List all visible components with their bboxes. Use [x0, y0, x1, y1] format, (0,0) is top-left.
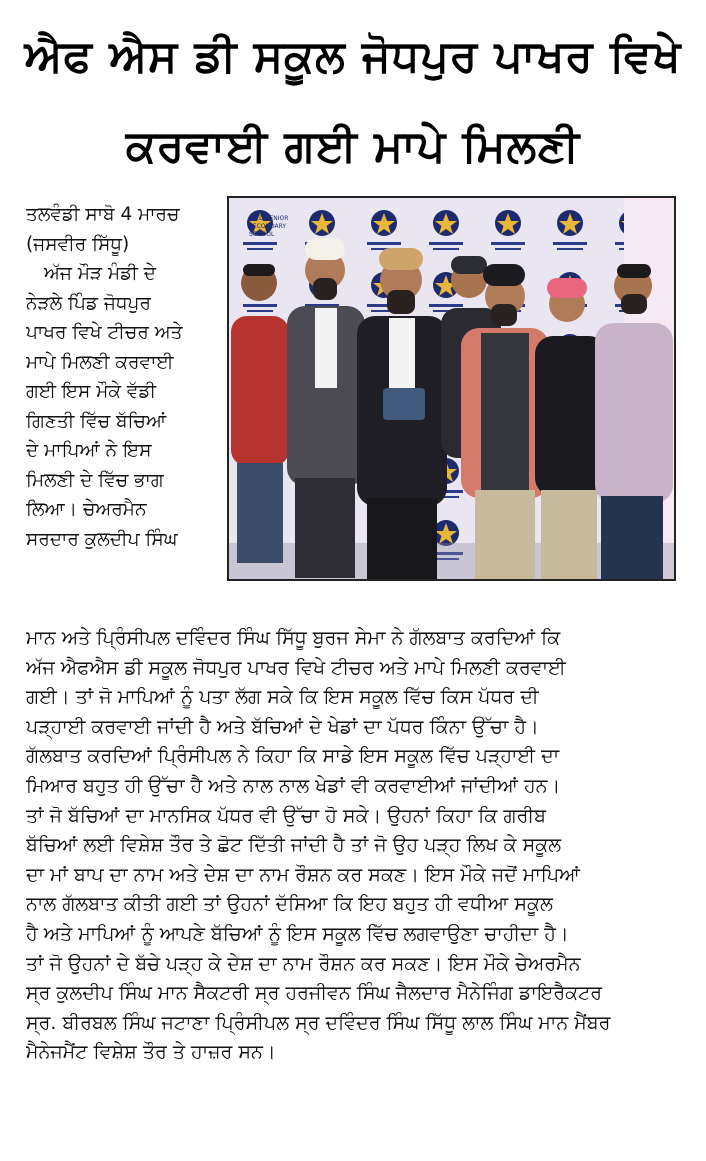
side-line: ਪਾਖਰ ਵਿਖੇ ਟੀਚਰ ਅਤੇ: [26, 322, 183, 343]
body-line: ਮਾਨ ਅਤੇ ਪ੍ਰਿੰਸੀਪਲ ਦਵਿੰਦਰ ਸਿੰਘ ਸਿੱਧੂ ਬੁਰਜ ਸੇਮਾ ਨੇ ਗੱਲਬਾਤ ਕਰਦਿਆਂ ਕਿ: [26, 627, 561, 649]
article-body: [26, 624, 686, 1068]
dateline: ਤਲਵੰਡੀ ਸਾਬੋ 4 ਮਾਰਚ: [26, 204, 180, 225]
side-column: [26, 200, 222, 554]
side-line: ਗਈ ਇਸ ਮੌਕੇ ਵੱਡੀ: [26, 381, 157, 402]
side-line: ਦੇ ਮਾਪਿਆਂ ਨੇ ਇਸ: [26, 440, 152, 461]
banner-text-3: SCHOOL: [249, 231, 275, 238]
body-line: ਤਾਂ ਜੋ ਬੱਚਿਆਂ ਦਾ ਮਾਨਸਿਕ ਪੱਧਰ ਵੀ ਉੱਚਾ ਹੋ ਸਕੇ। ਉਹਨਾਂ ਕਿਹਾ ਕਿ ਗਰੀਬ: [26, 804, 546, 827]
side-line: ਸਰਦਾਰ ਕੁਲਦੀਪ ਸਿੰਘ: [26, 528, 178, 550]
banner-text-1: F.S.D SENIOR: [249, 215, 289, 222]
side-line: ਲਿਆ। ਚੇਅਰਮੈਨ: [26, 499, 147, 520]
byline: (ਜਸਵੀਰ ਸਿੱਧੂ): [26, 233, 130, 255]
body-line: ਗਈ। ਤਾਂ ਜੋ ਮਾਪਿਆਂ ਨੂੰ ਪਤਾ ਲੱਗ ਸਕੇ ਕਿ ਇਸ ਸਕੂਲ ਵਿੱਚ ਕਿਸ ਪੱਧਰ ਦੀ: [26, 686, 539, 709]
headline-line-1: ਐਫ ਐਸ ਡੀ ਸਕੂਲ ਜੋਧਪੁਰ ਪਾਖਰ ਵਿਖੇ: [24, 31, 682, 82]
body-line: ਨਾਲ ਗੱਲਬਾਤ ਕੀਤੀ ਗਈ ਤਾਂ ਉਹਨਾਂ ਦੱਸਿਆ ਕਿ ਇਹ ਬਹੁਤ ਹੀ ਵਧੀਆ ਸਕੂਲ: [26, 893, 553, 916]
side-line: ਨੇੜਲੇ ਪਿੰਡ ਜੋਧਪੁਰ: [26, 292, 151, 314]
body-line: ਦਾ ਮਾਂ ਬਾਪ ਦਾ ਨਾਮ ਅਤੇ ਦੇਸ਼ ਦਾ ਨਾਮ ਰੌਸ਼ਨ ਕਰ ਸਕਣ। ਇਸ ਮੌਕੇ ਜਦੋਂ ਮਾਪਿਆਂ: [26, 863, 580, 886]
body-line: ਹੈ ਅਤੇ ਮਾਪਿਆਂ ਨੂੰ ਆਪਣੇ ਬੱਚਿਆਂ ਨੂੰ ਇਸ ਸਕੂਲ ਵਿੱਚ ਲਗਵਾਉਣਾ ਚਾਹੀਦਾ ਹੈ।: [26, 922, 569, 945]
headline-line-2: ਕਰਵਾਈ ਗਈ ਮਾਪੇ ਮਿਲਣੀ: [125, 121, 581, 172]
body-line: ਅੱਜ ਐਫਐਸ ਡੀ ਸਕੂਲ ਜੋਧਪੁਰ ਪਾਖਰ ਵਿਖੇ ਟੀਚਰ ਅਤੇ ਮਾਪੇ ਮਿਲਣੀ ਕਰਵਾਈ: [26, 656, 566, 679]
side-line: ਮਿਲਣੀ ਦੇ ਵਿੱਚ ਭਾਗ: [26, 469, 164, 491]
group-photo-illustration: [229, 198, 674, 579]
side-line: ਗਿਣਤੀ ਵਿੱਚ ਬੱਚਿਆਂ: [26, 410, 167, 432]
body-line: ਗੱਲਬਾਤ ਕਰਦਿਆਂ ਪ੍ਰਿੰਸੀਪਲ ਨੇ ਕਿਹਾ ਕਿ ਸਾਡੇ ਇਸ ਸਕੂਲ ਵਿੱਚ ਪੜ੍ਹਾਈ ਦਾ: [26, 745, 560, 768]
body-line: ਸ੍ਰ. ਬੀਰਬਲ ਸਿੰਘ ਜਟਾਣਾ ਪ੍ਰਿੰਸੀਪਲ ਸ੍ਰ ਦਵਿੰਦਰ ਸਿੰਘ ਸਿੱਧੂ ਲਾਲ ਸਿੰਘ ਮਾਨ ਮੈਂਬਰ: [26, 1011, 611, 1034]
side-line: ਅੱਜ ਮੌੜ ਮੰਡੀ ਦੇ: [44, 263, 156, 284]
body-line: ਬੱਚਿਆਂ ਲਈ ਵਿਸ਼ੇਸ਼ ਤੌਰ ਤੇ ਛੋਟ ਦਿੱਤੀ ਜਾਂਦੀ ਹੈ ਤਾਂ ਜੋ ਉਹ ਪੜ੍ਹ ਲਿਖ ਕੇ ਸਕੂਲ: [26, 834, 562, 857]
group-photo: [227, 196, 676, 581]
side-line: ਮਾਪੇ ਮਿਲਣੀ ਕਰਵਾਈ: [26, 351, 174, 373]
banner-text-2: SECONDARY: [249, 223, 287, 230]
body-line: ਮੈਨੇਜਮੈਂਟ ਵਿਸ਼ੇਸ਼ ਤੌਰ ਤੇ ਹਾਜ਼ਰ ਸਨ।: [26, 1041, 276, 1064]
body-line: ਮਿਆਰ ਬਹੁਤ ਹੀ ਉੱਚਾ ਹੈ ਅਤੇ ਨਾਲ ਨਾਲ ਖੇਡਾਂ ਵੀ ਕਰਵਾਈਆਂ ਜਾਂਦੀਆਂ ਹਨ।: [26, 774, 561, 797]
body-line: ਸ੍ਰ ਕੁਲਦੀਪ ਸਿੰਘ ਮਾਨ ਸੈਕਟਰੀ ਸ੍ਰ ਹਰਜੀਵਨ ਸਿੰਘ ਜੈਲਦਾਰ ਮੈਨੇਜਿੰਗ ਡਾਇਰੈਕਟਰ: [26, 982, 603, 1005]
body-line: ਤਾਂ ਜੋ ਉਹਨਾਂ ਦੇ ਬੱਚੇ ਪੜ੍ਹ ਕੇ ਦੇਸ਼ ਦਾ ਨਾਮ ਰੌਸ਼ਨ ਕਰ ਸਕਣ। ਇਸ ਮੌਕੇ ਚੇਅਰਮੈਨ: [26, 952, 581, 975]
body-line: ਪੜ੍ਹਾਈ ਕਰਵਾਈ ਜਾਂਦੀ ਹੈ ਅਤੇ ਬੱਚਿਆਂ ਦੇ ਖੇਡਾਂ ਦਾ ਪੱਧਰ ਕਿੰਨਾ ਉੱਚਾ ਹੈ।: [26, 715, 539, 738]
